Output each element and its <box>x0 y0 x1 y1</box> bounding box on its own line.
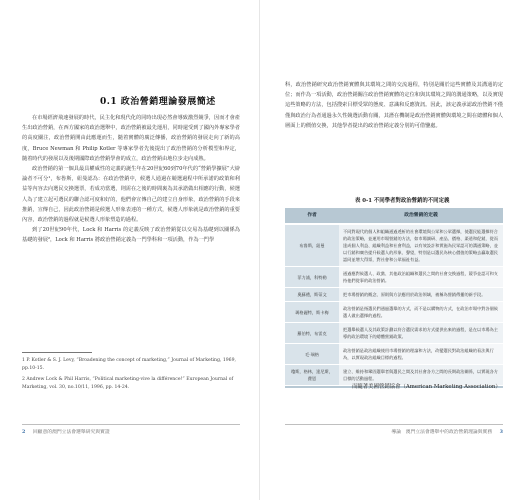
definition-cell: 把選舉候選人及其政策計劃以符合選民需求的方式提供出來的過程，是在以市場為主導的政治環境下的總體營銷政策。 <box>339 323 503 344</box>
footnote: 1 P. Kotler & S. J. Levy, “Broadening the concept of marketing,” Journal of Marketing, 1969, pp.10-15. <box>22 358 236 372</box>
page-number: 2 <box>22 429 26 435</box>
definition-cell: 政治營銷是指選民們通過選舉的方式，而不是以購物的方式，在政治市場中對各個候選人做出選擇的過程。 <box>339 302 503 323</box>
table-row <box>285 224 503 267</box>
definition-cell: 建立、維持和鞏固選舉者與選民之間及其社會各方之間的長期政治關係，以實現各方目標的活動過程。 <box>339 365 503 386</box>
paragraph: 政治營銷的第一個具最具權威性的定義的誕生年在20世紀60到70年代的“營銷學擴展”大辯論者不可分¹，布魯斯，紐曼認為：在政治營銷中，候選人通過在競選過程中所承諾的政策和利益等內容去向選民交換選票，若成功當選，則需在之後的時間裏為其承諾做出相應的行動，候選人為了建立起可選民的聯合認可度和好的，他們會宣傳自己的建立自身形象，政治營銷的手段來推銷，宣傳自己，因此政治營銷是候選人形象表達的一種方式，候選人形象就是政治營銷的重要內容，政治營銷的過程就是候選人形象塑造的過程。 <box>22 166 240 224</box>
running-title: 導論 澳門立法會選舉中的政治營銷理論與實務 <box>391 430 493 435</box>
table-row <box>285 267 503 288</box>
table-title: 表 0-1 不同學者對政治營銷的不同定義 <box>355 198 450 204</box>
paragraph: 科，政治營銷研究政治營銷實體與其環境之間的交流過程，特別是關於這些實體及其溝通的定位；而作為一項活動，政治營銷關注政治營銷實體的定位和與其環境之間的溝通策略，以及實現這些策略的方法，包括搜索目標受眾的態度、意識和反應資訊。因此，該定義承認政治營銷不僅僅與政治行為者通過永久性競選活動有關，其潛在機制是政治營銷實體與環境之間在總體和個人層面上的價值交換，其他學者提出的政治營銷定義分別的可借鑒處。 <box>285 82 503 129</box>
definition-cell: 通過應對候選人、政黨、其他政治組織和選民之間的社會交換過程，競爭並認可和支持他們從事的政治營銷。 <box>339 267 503 288</box>
paragraph: 在市場經濟飛速發展的時代，民主化和現代化的同時出現必然會導致激烈競爭，因而才會產生出政治營銷，在西方國家的政治選舉中，政治營銷被最先運用，同時還受到了國內外專家學者的高度關注，政治營銷開由此應運而生，隨着實體的廣泛傳播，政治營銷的發展走向了新的高度，Bruce Newman 和 Philip Kotler 等專家學者先後提出了政治營銷的分析模型和界定，隨着時代的發展以及後期國際政治營銷學會的成立，政治營銷由地位步走向成熟。 <box>22 115 240 162</box>
section-title: 0.1 政治營銷理論發展簡述 <box>100 97 216 107</box>
table-row <box>285 302 503 323</box>
right-page <box>260 0 520 500</box>
closing-line: 而隨著美國營銷協會（American Marketing Association） <box>352 384 501 390</box>
author-cell: 瑪格麗特，斯卡梅 <box>285 302 339 323</box>
definition-cell: 把市場營銷的概念、原則與方法應用於政治領域，被稱為營銷傳播的新手段。 <box>339 288 503 302</box>
column-header-author: 作者 <box>285 208 339 224</box>
author-cell: 布魯斯，紐曼 <box>285 224 339 267</box>
footer-divider <box>285 424 503 425</box>
footnote: 2 Andrew Lock & Phil Harris, “Political marketing-vive la différence!” European Journal of Marketing, vol. 30, no.10/11, 1996, pp. 14-24. <box>22 376 234 390</box>
column-header-definition: 政治營銷的定義 <box>339 208 503 224</box>
table-row <box>285 323 503 344</box>
running-title: 回顧意的澳門立法會選舉研究與實證 <box>32 430 110 435</box>
table-row <box>285 344 503 365</box>
author-cell: 羅伯特，布雷克 <box>285 323 339 344</box>
left-body-text <box>22 113 240 246</box>
author-cell: 奧蘇禮，斯蒂文 <box>285 288 339 302</box>
author-cell: 瓊斯，格林，達尼斯，費恩 <box>285 365 339 386</box>
paragraph: 到了20世紀90年代，Lock 和 Harris 的定義反映了政治營銷從以交易為基礎到以關係為基礎的發展²，Lock 和 Harris 將政治營銷定義為一門學科和一項活動，作為一門學 <box>22 227 240 244</box>
page-number: 3 <box>499 429 503 435</box>
right-body-text <box>285 80 503 131</box>
footnote-divider <box>22 352 92 353</box>
table-row <box>285 288 503 302</box>
left-footer <box>22 428 240 435</box>
definition-cell: 不同對現代的個人和組織通過透析的社會環境與公眾和公眾選擇，使選民能選擇符合的政治策略，並運用市場營銷的方法，如市場調研、產品、價格、渠道和促銷，從而達成個人利益、組織利益和社會利益，以有效設計和實施為民眾認可的溝通策略，並以行銷和廣告提升候選人的形象、聲望，特別是以選民為核心價值的策略去贏取選民認同並增大得票，對社會和公眾福祉有益。 <box>339 224 503 267</box>
table-header-row <box>285 208 503 224</box>
right-footer <box>285 428 503 435</box>
footer-divider <box>22 424 240 425</box>
definition-cell: 政治營銷是政治組織使用市場營銷的理論和方法，改變選民對政治組織的看法與行為，以實現政治組織目標的過程。 <box>339 344 503 365</box>
author-cell: 毛·瑞格 <box>285 344 339 365</box>
definitions-table <box>285 208 503 386</box>
author-cell: 菲力浦，科特勒 <box>285 267 339 288</box>
footnotes <box>22 357 240 394</box>
